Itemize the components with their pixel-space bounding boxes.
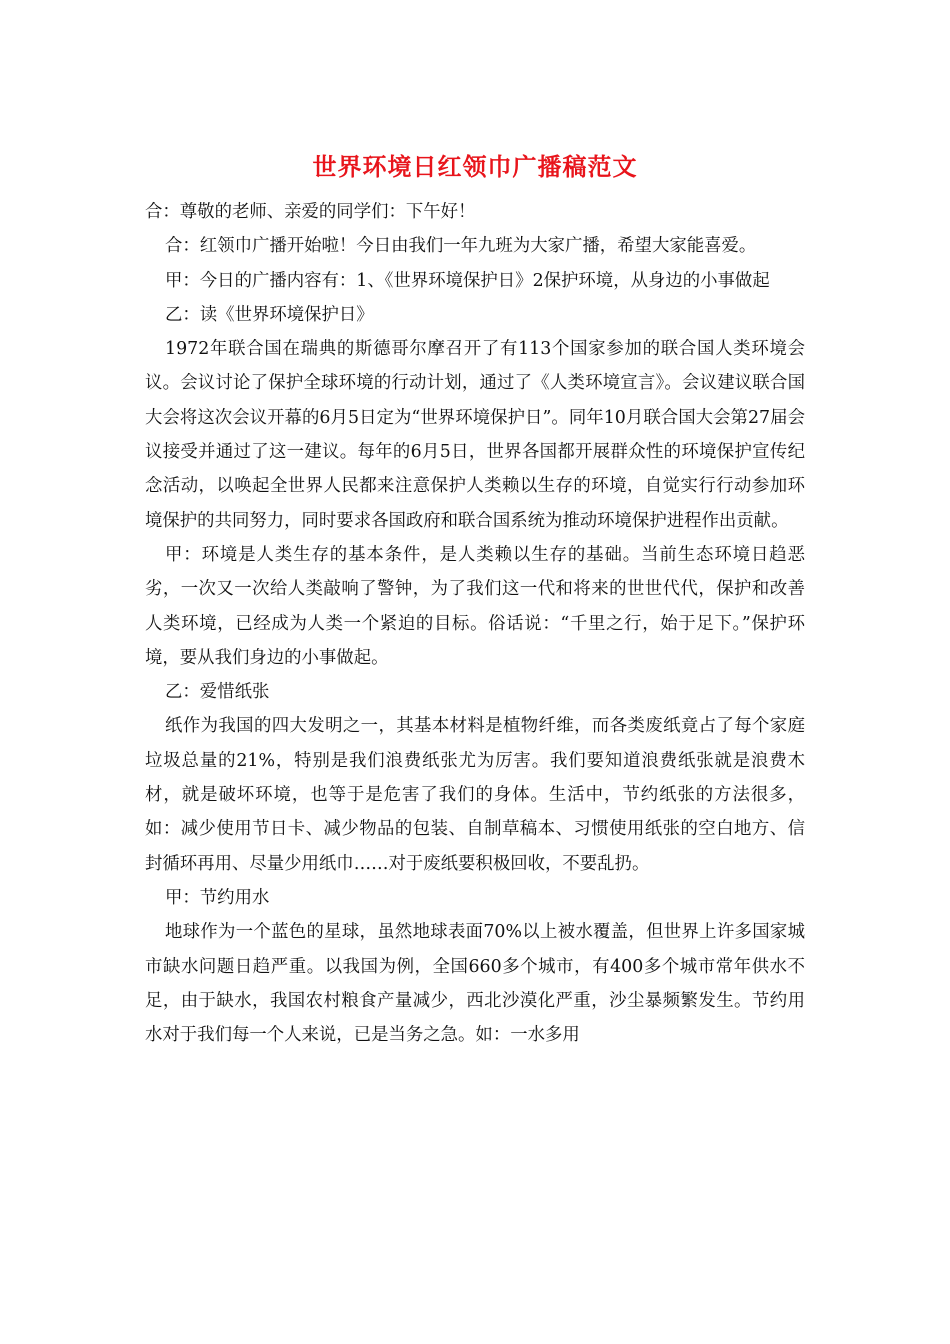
paragraph-water: 地球作为一个蓝色的星球，虽然地球表面70%以上被水覆盖，但世界上许多国家城市缺水问题日趋严重。以我国为例，全国660多个城市，有400多个城市常年供水不足，由于缺水，我国农村粮食产量减少，西北沙漠化严重，沙尘暴频繁发生。节约用水对于我们每一个人来说，已是当务之急。如：一水多用	[145, 922, 805, 1046]
paragraph-history: 1972年联合国在瑞典的斯德哥尔摩召开了有113个国家参加的联合国人类环境会议。会议讨论了保护全球环境的行动计划，通过了《人类环境宣言》。会议建议联合国大会将这次会议开幕的6月5日定为“世界环境保护日”。同年10月联合国大会第27届会议接受并通过了这一建议。每年的6月5日，世界各国都开展群众性的环境保护宣传纪念活动，以唤起全世界人民都来注意保护人类赖以生存的环境，自觉实行行动参加环境保护的共同努力，同时要求各国政府和联合国系统为推动环境保护进程作出贡献。	[145, 339, 805, 531]
paragraph-environment: 甲：环境是人类生存的基本条件，是人类赖以生存的基础。当前生态环境日趋恶劣，一次又一次给人类敲响了警钟，为了我们这一代和将来的世世代代，保护和改善人类环境，已经成为人类一个紧迫的目标。俗话说：“千里之行，始于足下。”保护环境，要从我们身边的小事做起。	[145, 544, 805, 668]
document-body	[145, 195, 805, 1052]
paragraph-agenda: 甲：今日的广播内容有：1、《世界环境保护日》2保护环境，从身边的小事做起	[165, 270, 770, 291]
paragraph-section-heading: 乙：读《世界环境保护日》	[165, 304, 374, 325]
paragraph-paper: 纸作为我国的四大发明之一，其基本材料是植物纤维，而各类废纸竟占了每个家庭垃圾总量的21%，特别是我们浪费纸张尤为厉害。我们要知道浪费纸张就是浪费木材，就是破坏环境，也等于是危害了我们的身体。生活中，节约纸张的方法很多，如：减少使用节日卡、减少物品的包装、自制草稿本、习惯使用纸张的空白地方、信封循环再用、尽量少用纸巾……对于废纸要积极回收，不要乱扔。	[145, 716, 805, 874]
paragraph-section-heading: 甲：节约用水	[165, 887, 270, 908]
document-title: 世界环境日红领巾广播稿范文	[312, 152, 638, 181]
paragraph-opening: 合：红领巾广播开始啦！今日由我们一年九班为大家广播，希望大家能喜爱。	[165, 236, 757, 257]
paragraph-section-heading: 乙：爱惜纸张	[165, 682, 270, 703]
paragraph-greeting: 合：尊敬的老师、亲爱的同学们：下午好！	[145, 202, 476, 222]
